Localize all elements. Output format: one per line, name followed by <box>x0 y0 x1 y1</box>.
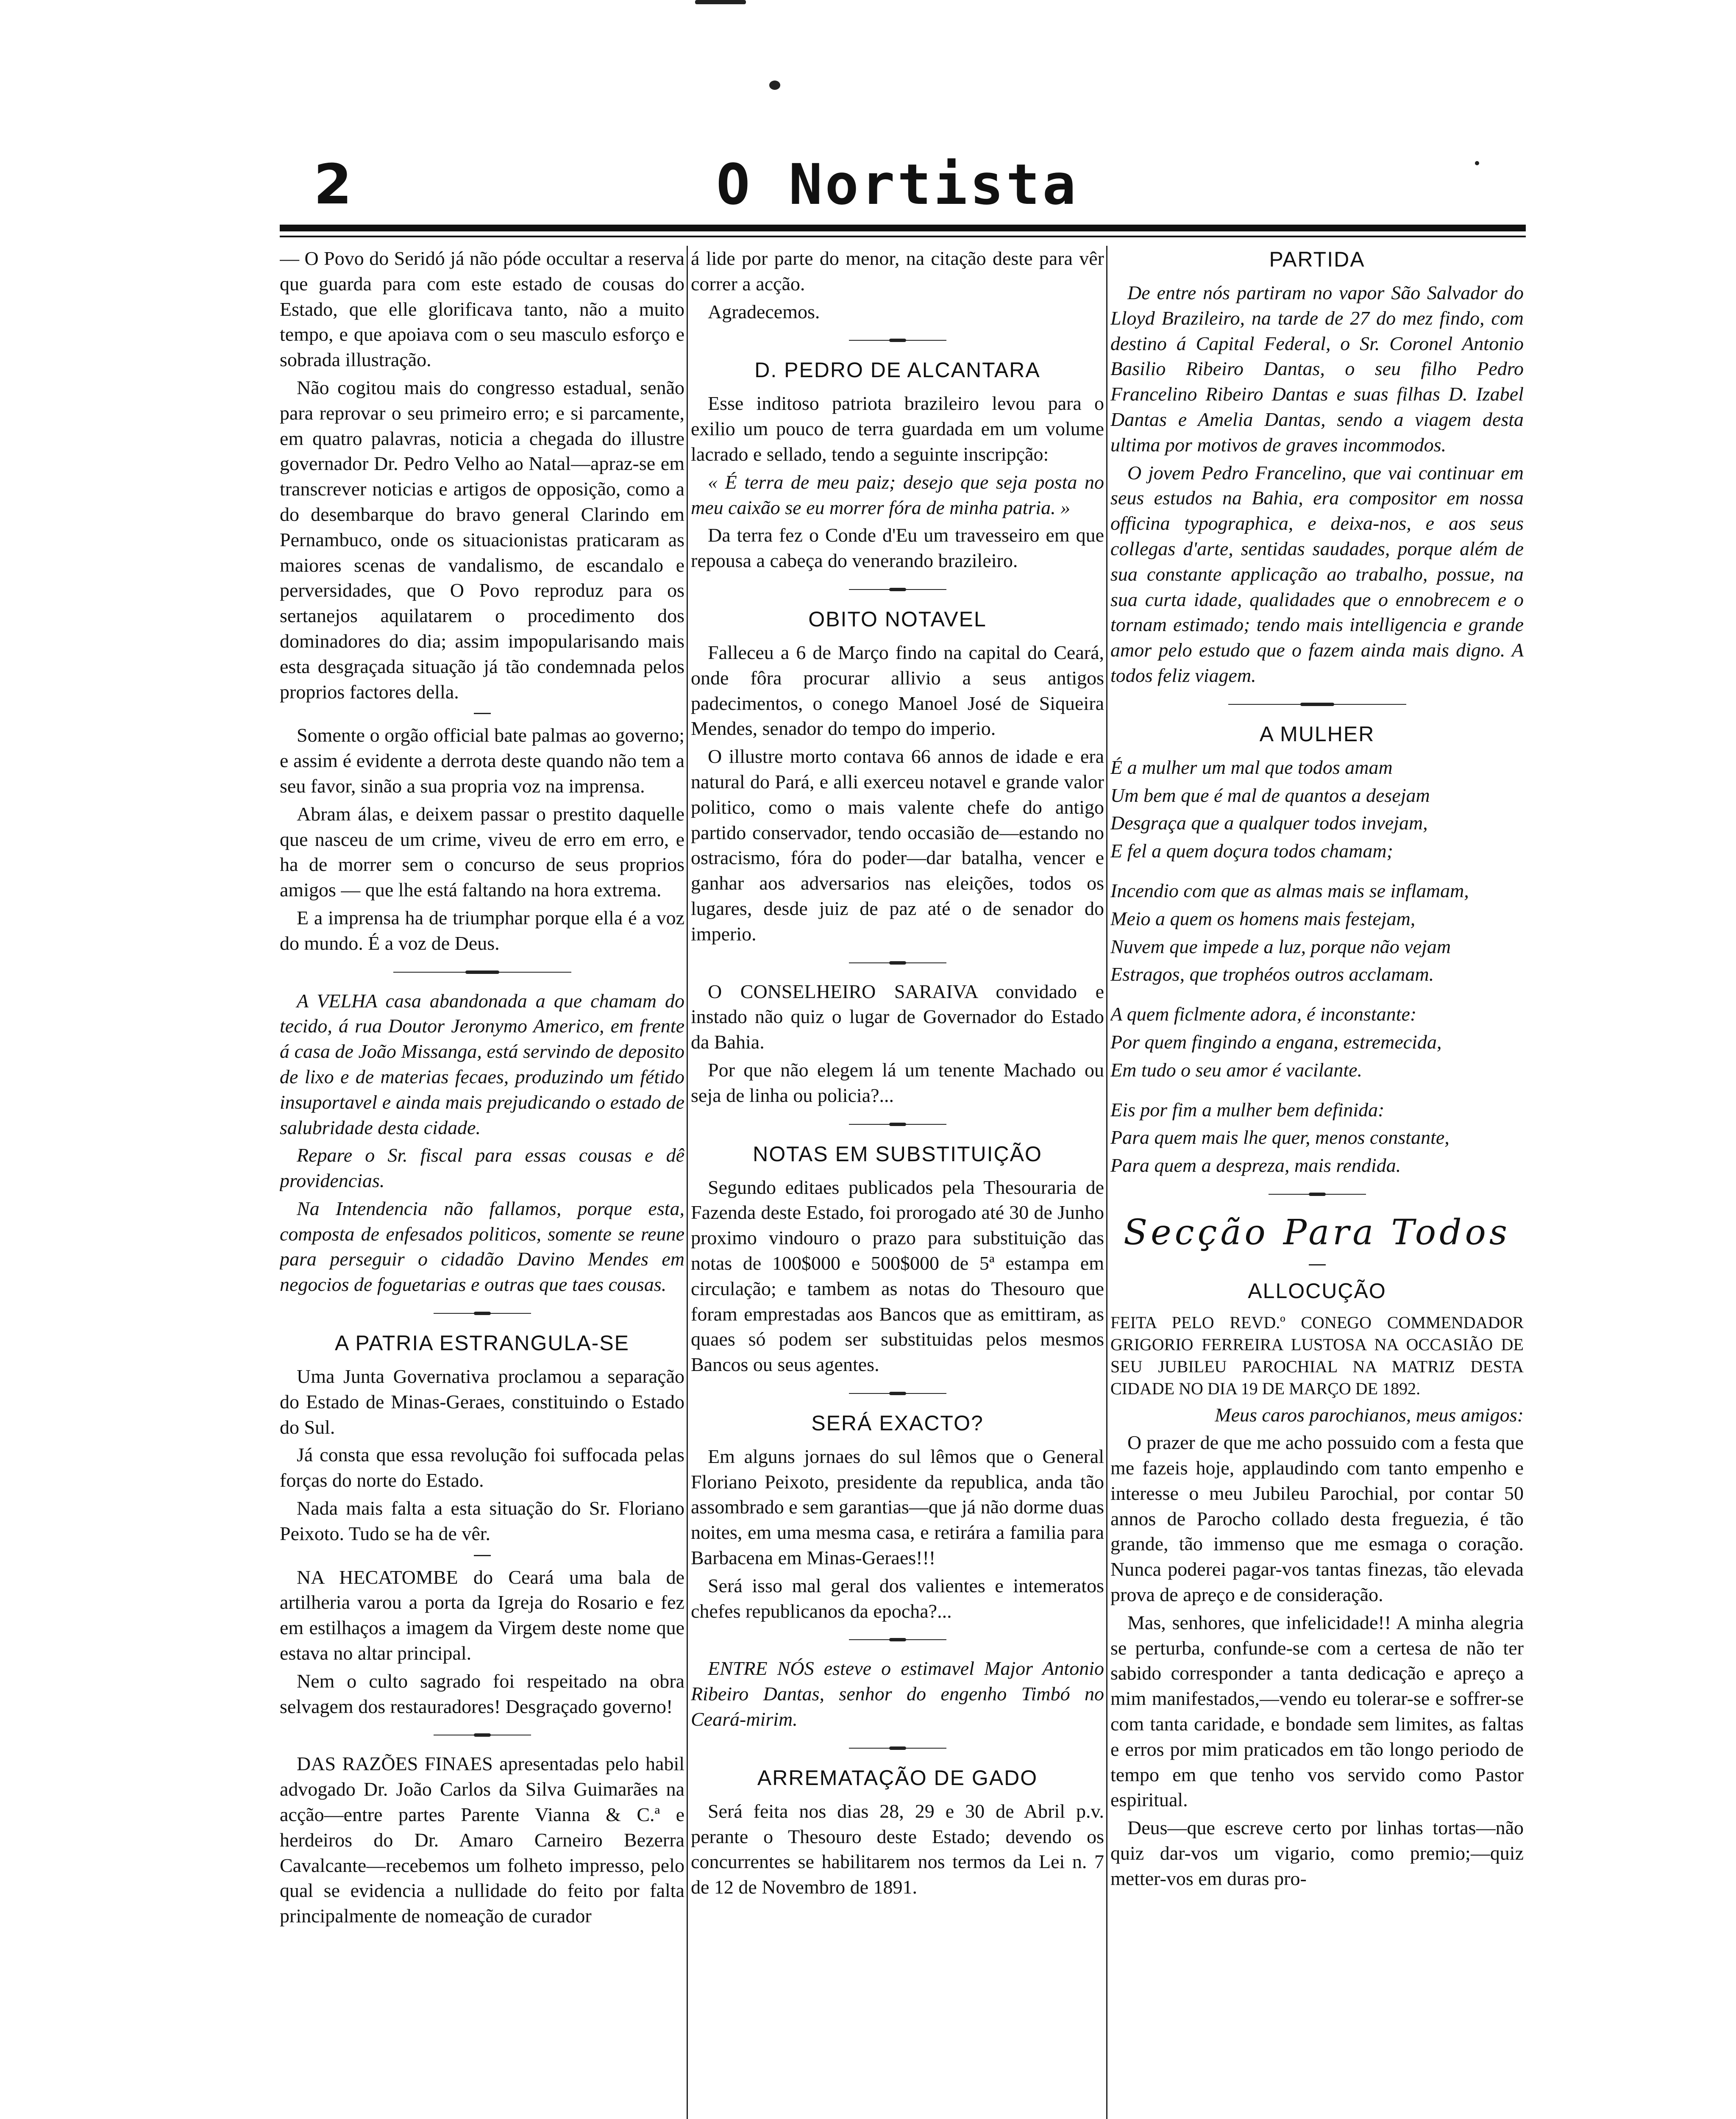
headline-notas: NOTAS EM SUBSTITUIÇÃO <box>753 1142 1042 1166</box>
paragraph: Não cogitou mais do congresso estadual, senão para reprovar o seu primeiro erro; e si parcamente, em quatro palavras, noticia a chegada do illustre governador Dr. Pedro Velho ao Natal—apraz-se em transcrever noticias e artigos de opposição, como a do desembarque do bravo general Clarindo em Pernambuco, onde os situacionistas praticaram as maiores scenas de vandalismo, de escandalo e perversidades, que O Povo reproduz para os sertanejos aquilatarem o procedimento dos dominadores do dia; assim impopularisando mais esta desgraçada situação já tão condemnada pelos proprios factores della. <box>280 376 684 703</box>
ink-speck <box>1475 161 1479 165</box>
paragraph: Nem o culto sagrado foi respeitado na obra selvagem dos restauradores! Desgraçado governo! <box>280 1670 684 1717</box>
paragraph: Em alguns jornaes do sul lêmos que o General Floriano Peixoto, presidente da republica, anda tão assombrado e sem garantias—que já não dorme duas noites, em uma mesma casa, e retirára a familia para Barbacena em Minas-Geraes!!! <box>691 1445 1104 1569</box>
article-saraiva: O CONSELHEIRO SARAIVA convidado e instado não quiz o lugar de Governador do Estado da Bahia. <box>691 980 1104 1053</box>
subtitle: FEITA PELO REVD.º CONEGO COMMENDADOR GRIGORIO FERREIRA LUSTOSA NA OCCASIÃO DE SEU JUBILEU PAROCHIAL NA MATRIZ DESTA CIDADE NO DIA 19 DE MARÇO DE 1892. <box>1110 1313 1524 1398</box>
paragraph: De entre nós partiram no vapor São Salvador do Lloyd Brazileiro, na tarde de 27 do mez findo, com destino á Capital Federal, o Sr. Coronel Antonio Basilio Ribeiro Dantas, o seu filho Pedro Francelino Ribeiro Dantas e suas filhas D. Izabel Dantas e Amelia Dantas, sendo a viagem desta ultima por motivos de graves incommodos. <box>1110 282 1524 456</box>
poem-line: Desgraça que a qualquer todos invejam, <box>1110 812 1428 834</box>
headline-exacto: SERÁ EXACTO? <box>811 1411 984 1435</box>
headline-patria: A PATRIA ESTRANGULA-SE <box>334 1331 630 1355</box>
poem-line: A quem ficlmente adora, é inconstante: <box>1110 1003 1417 1025</box>
headline-partida: PARTIDA <box>1269 247 1365 271</box>
column-2 <box>691 246 1104 2119</box>
paragraph: Será feita nos dias 28, 29 e 30 de Abril p.v. perante o Thesouro deste Estado; devendo os concurrentes se habilitarem nos termos da Lei n. 7 de 12 de Novembro de 1891. <box>691 1800 1104 1898</box>
ornament-separator <box>434 1312 531 1315</box>
paragraph: Uma Junta Governativa proclamou a separação do Estado de Minas-Geraes, constituindo o Estado do Sul. <box>280 1365 684 1438</box>
article-povo-seridó: — O Povo do Seridó já não póde occultar a reserva que guarda para com este estado de cousas do Estado, que elle glorificava tanto, não a muito tempo, e que apoiava com o seu masculo esforço e sobrada illustração. <box>280 247 684 371</box>
quote: « É terra de meu paiz; desejo que seja posta no meu caixão se eu morrer fóra de minha patria. » <box>691 471 1104 518</box>
separator <box>474 713 491 714</box>
column-1 <box>280 246 684 2119</box>
section-header: Secção Para Todos <box>1123 1212 1511 1253</box>
article-razoes-finaes: DAS RAZÕES FINAES apresentadas pelo habil advogado Dr. João Carlos da Silva Guimarães na acção—entre partes Parente Vianna & C.ª e herdeiros do Dr. Amaro Carneiro Bezerra Cavalcante—recebemos um folheto impresso, pelo qual se evidencia a nullidade do feito por falta principalmente de nomeação de curador <box>280 1753 684 1927</box>
poem-line: Por quem fingindo a engana, estremecida, <box>1110 1031 1442 1053</box>
paragraph: Esse inditoso patriota brazileiro levou para o exilio um pouco de terra guardada em um volume lacrado e sellado, tendo a seguinte inscripção: <box>691 392 1104 465</box>
paragraph: Abram álas, e deixem passar o prestito daquelle que nasceu de um crime, viveu de erro em erro, e ha de morrer sem o concurso de seus proprios amigos — que lhe está faltando na hora extrema. <box>280 803 684 901</box>
article-entre-nos: ENTRE NÓS esteve o estimavel Major Antonio Ribeiro Dantas, senhor do engenho Timbó no Ceará-mirim. <box>691 1657 1104 1730</box>
poem-line: Estragos, que trophéos outros acclamam. <box>1110 963 1434 985</box>
ornament-separator <box>849 1392 946 1395</box>
paragraph: E a imprensa ha de triumphar porque ella é a voz do mundo. É a voz de Deus. <box>280 907 684 954</box>
ornament-separator <box>849 1746 946 1750</box>
article-velha-casa: A VELHA casa abandonada a que chamam do tecido, á rua Doutor Jeronymo Americo, em frente á casa de João Missanga, está servindo de deposito de lixo e de materias fecaes, produzindo um fétido insuportavel e ainda mais prejudicando o estado de salubridade desta cidade. <box>280 990 684 1138</box>
paragraph: Somente o orgão official bate palmas ao governo; e assim é evidente a derrota deste quando não tem a seu favor, sinão a sua propria voz na imprensa. <box>280 724 684 797</box>
poem-stanza <box>1110 1097 1524 1178</box>
headline-allocucao: ALLOCUÇÃO <box>1248 1279 1386 1303</box>
ink-speck <box>769 81 780 90</box>
poem-line: Um bem que é mal de quantos a desejam <box>1110 784 1430 806</box>
paragraph: O illustre morto contava 66 annos de idade e era natural do Pará, e alli exerceu notavel e grande valor politico, como o mais valente chefe do antigo partido conservador, tendo occasião de—estando no ostracismo, fóra do poder—dar batalha, vencer e ganhar aos adversarios nas eleições, todos os lugares, desde juiz de paz até o de senador do imperio. <box>691 745 1104 945</box>
paragraph: O prazer de que me acho possuido com a festa que me fazeis hoje, applaudindo com tanto empenho e interesse o meu Jubileu Parochial, por contar 50 annos de Parocho collado desta freguezia, é tão grande, tão immenso que me esmaga o coração. Nunca poderei pagar-vos tantas finezas, tão elevada prova de apreço e de consideração. <box>1110 1432 1524 1606</box>
column-divider <box>687 246 688 2119</box>
column-3 <box>1110 246 1524 2119</box>
paragraph: Agradecemos. <box>708 300 820 323</box>
headline-mulher: A MULHER <box>1259 722 1375 746</box>
poem-stanza <box>1110 1001 1524 1082</box>
salutation: Meus caros parochianos, meus amigos: <box>1215 1404 1524 1426</box>
paragraph: Já consta que essa revolução foi suffocada pelas forças do norte do Estado. <box>280 1444 684 1491</box>
poem-line: Nuvem que impede a luz, porque não vejam <box>1110 935 1451 957</box>
ornament-separator <box>849 1638 946 1641</box>
header-rule-thin <box>280 236 1526 237</box>
paragraph: Deus—que escreve certo por linhas tortas—não quiz dar-vos um vigario, como premio;—quiz metter-vos em duras pro- <box>1110 1817 1524 1889</box>
paragraph: Mas, senhores, que infelicidade!! A minha alegria se perturba, confunde-se com a certesa de não ter sabido corresponder a tanta dedicação e apreço a mim manifestados,—vendo eu tolerar-se e soffrer-se com tanta caridade, e bondade sem limites, as faltas e erros por mim praticados em tão longo periodo de tempo em que tenho vos servido como Pastor espiritual. <box>1110 1611 1524 1811</box>
paragraph: O jovem Pedro Francelino, que vai continuar em seus estudos na Bahia, era compositor em nossa officina typographica, e deixa-nos, e aos seus collegas d'arte, sentidas saudades, porque além de sua constante applicação ao trabalho, possue, na sua curta idade, qualidades que o ennobrecem e o tornam estimado; tendo mais intelligencia e grande amor pelo estudo que o fazem ainda mais digno. A todos feliz viagem. <box>1110 462 1524 686</box>
ornament-separator <box>1228 703 1406 706</box>
article-hecatombe: NA HECATOMBE do Ceará uma bala de artilheria varou a porta da Igreja do Rosario e fez em estilhaços a imagem da Virgem deste nome que estava no altar principal. <box>280 1566 684 1664</box>
ornament-separator <box>849 588 946 591</box>
paragraph: Por que não elegem lá um tenente Machado ou seja de linha ou policia?... <box>691 1059 1104 1106</box>
poem-line: É a mulher um mal que todos amam <box>1110 756 1393 778</box>
ornament-separator <box>849 1123 946 1126</box>
poem-stanza <box>1110 755 1524 864</box>
paragraph: Nada mais falta a esta situação do Sr. Floriano Peixoto. Tudo se ha de vêr. <box>280 1497 684 1544</box>
page-number: 2 <box>314 152 352 217</box>
paragraph: Da terra fez o Conde d'Eu um travesseiro em que repousa a cabeça do venerando brazileiro. <box>691 524 1104 572</box>
headline-gado: ARREMATAÇÃO DE GADO <box>757 1766 1038 1790</box>
ornament-separator <box>434 1733 531 1737</box>
paragraph: Segundo editaes publicados pela Thesouraria de Fazenda deste Estado, foi prorogado até 30 de Junho proximo vindouro o prazo para substituição das notas de 100$000 e 500$000 de 5ª estampa em circulação; e tambem as notas do Thesouro que foram emprestadas aos Bancos que as emittiram, as quaes só podem ser substituidas pelos mesmos Bancos ou seus agentes. <box>691 1176 1104 1376</box>
newspaper-title: O Nortista <box>716 152 1079 217</box>
ornament-separator <box>849 961 946 965</box>
poem-stanza <box>1110 878 1524 987</box>
column-divider <box>1106 246 1107 2119</box>
paragraph: Será isso mal geral dos valientes e intemeratos chefes republicanos da epocha?... <box>691 1574 1104 1622</box>
paragraph: Falleceu a 6 de Março findo na capital do Ceará, onde fôra procurar allivio a seus antigos padecimentos, o conego Manoel José de Siqueira Mendes, senador do tempo do imperio. <box>691 641 1104 740</box>
headline-pedro: D. PEDRO DE ALCANTARA <box>754 358 1040 382</box>
header-rule <box>280 225 1526 231</box>
separator <box>1309 1264 1326 1265</box>
ink-speck <box>695 0 746 4</box>
poem-line: Eis por fim a mulher bem definida: <box>1110 1098 1385 1121</box>
poem-line: Incendio com que as almas mais se inflamam, <box>1110 879 1469 901</box>
headline-obito: OBITO NOTAVEL <box>808 607 987 631</box>
separator <box>474 1555 491 1556</box>
poem-line: Para quem a despreza, mais rendida. <box>1110 1154 1401 1176</box>
paragraph: Na Intendencia não fallamos, porque esta, composta de enfesados politicos, somente se reune para perseguir o cidadão Davino Mendes em negocios de foguetarias e outras que taes cousas. <box>280 1197 684 1296</box>
poem-line: Para quem mais lhe quer, menos constante, <box>1110 1126 1449 1148</box>
poem-line: E fel a quem doçura todos chamam; <box>1110 840 1393 862</box>
ornament-separator <box>393 971 571 974</box>
ornament-separator <box>849 339 946 342</box>
poem-line: Em tudo o seu amor é vacilante. <box>1110 1059 1363 1081</box>
poem-line: Meio a quem os homens mais festejam, <box>1110 907 1416 929</box>
ornament-separator <box>1269 1193 1366 1196</box>
paragraph: Repare o Sr. fiscal para essas cousas e dê providencias. <box>280 1144 684 1192</box>
paragraph: á lide por parte do menor, na citação deste para vêr correr a acção. <box>691 247 1104 295</box>
